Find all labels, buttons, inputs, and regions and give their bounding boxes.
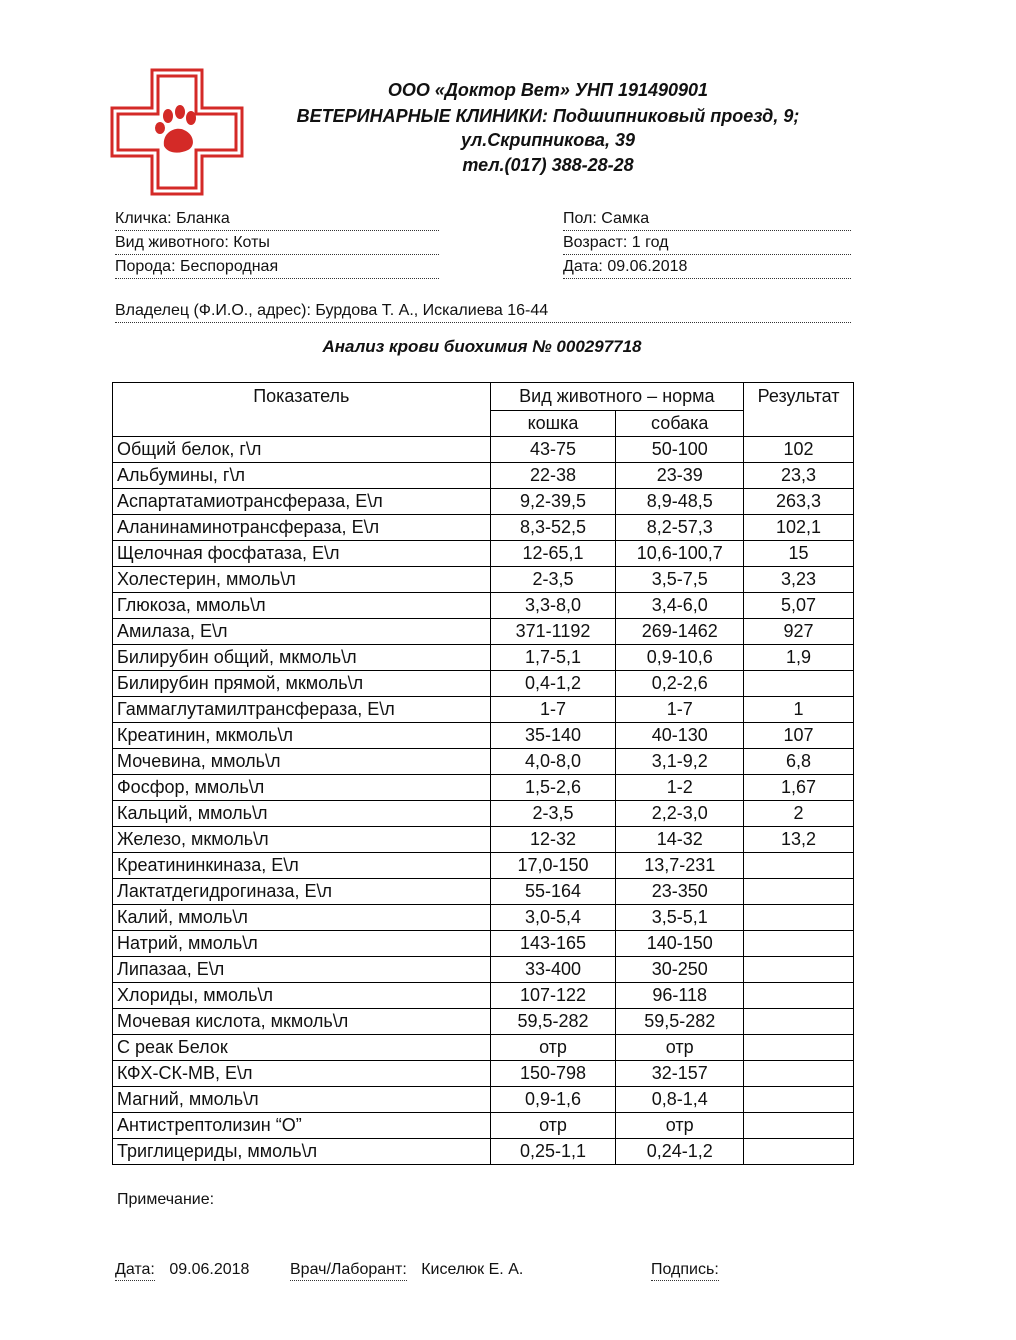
cat-norm-cell: 1,5-2,6 bbox=[490, 775, 616, 801]
indicator-cell: Билирубин прямой, мкмоль\л bbox=[113, 671, 491, 697]
breed-field: Порода: Беспородная bbox=[115, 257, 439, 279]
dog-norm-cell: 0,24-1,2 bbox=[616, 1139, 744, 1165]
result-cell: 5,07 bbox=[744, 593, 854, 619]
dog-norm-cell: 2,2-3,0 bbox=[616, 801, 744, 827]
footer-signature bbox=[651, 1261, 719, 1279]
doctor-label: Врач/Лаборант: bbox=[290, 1261, 407, 1281]
table-row bbox=[113, 567, 854, 593]
cat-norm-cell: 1-7 bbox=[490, 697, 616, 723]
cat-norm-cell: 0,9-1,6 bbox=[490, 1087, 616, 1113]
indicator-cell: Холестерин, ммоль\л bbox=[113, 567, 491, 593]
sex-field: Пол: Самка bbox=[563, 209, 851, 231]
cat-norm-cell: 2-3,5 bbox=[490, 567, 616, 593]
date-field: Дата: 09.06.2018 bbox=[563, 257, 851, 279]
table-row bbox=[113, 619, 854, 645]
cat-norm-cell: 150-798 bbox=[490, 1061, 616, 1087]
indicator-cell: Антистрептолизин “О” bbox=[113, 1113, 491, 1139]
pet-name-field: Кличка: Бланка bbox=[115, 209, 439, 231]
species-field: Вид животного: Коты bbox=[115, 233, 439, 255]
indicator-cell: Магний, ммоль\л bbox=[113, 1087, 491, 1113]
result-cell: 263,3 bbox=[744, 489, 854, 515]
table-row bbox=[113, 957, 854, 983]
table-row bbox=[113, 541, 854, 567]
indicator-cell: Билирубин общий, мкмоль\л bbox=[113, 645, 491, 671]
result-cell: 1,9 bbox=[744, 645, 854, 671]
table-row bbox=[113, 645, 854, 671]
cat-norm-cell: 12-32 bbox=[490, 827, 616, 853]
indicator-cell: Калий, ммоль\л bbox=[113, 905, 491, 931]
indicator-cell: Мочевая кислота, мкмоль\л bbox=[113, 1009, 491, 1035]
footer-date-label: Дата: bbox=[115, 1261, 155, 1281]
dog-norm-cell: 14-32 bbox=[616, 827, 744, 853]
result-cell bbox=[744, 983, 854, 1009]
result-cell bbox=[744, 1113, 854, 1139]
result-cell bbox=[744, 957, 854, 983]
indicator-cell: С реак Белок bbox=[113, 1035, 491, 1061]
table-row bbox=[113, 1009, 854, 1035]
dog-norm-cell: 50-100 bbox=[616, 437, 744, 463]
table-row bbox=[113, 723, 854, 749]
indicator-cell: Глюкоза, ммоль\л bbox=[113, 593, 491, 619]
indicator-cell: Аланинаминотрансфераза, Е\л bbox=[113, 515, 491, 541]
table-row bbox=[113, 775, 854, 801]
cat-norm-header: кошка bbox=[490, 411, 616, 437]
dog-norm-cell: 3,5-5,1 bbox=[616, 905, 744, 931]
cat-norm-cell: 55-164 bbox=[490, 879, 616, 905]
doctor-name: Киселюк Е. А. bbox=[421, 1261, 524, 1278]
indicator-cell: Натрий, ммоль\л bbox=[113, 931, 491, 957]
result-cell bbox=[744, 1009, 854, 1035]
cat-norm-cell: 43-75 bbox=[490, 437, 616, 463]
clinic-name: ООО «Доктор Вет» УНП 191490901 bbox=[387, 80, 709, 100]
indicator-cell: Амилаза, Е\л bbox=[113, 619, 491, 645]
result-cell bbox=[744, 879, 854, 905]
result-cell: 102 bbox=[744, 437, 854, 463]
owner-field: Владелец (Ф.И.О., адрес): Бурдова Т. А., Искалиева 16-44 bbox=[115, 301, 851, 323]
cat-norm-cell: 143-165 bbox=[490, 931, 616, 957]
dog-norm-cell: 96-118 bbox=[616, 983, 744, 1009]
clinic-address: ВЕТЕРИНАРНЫЕ КЛИНИКИ: Подшипниковый проезд, 9; bbox=[296, 106, 800, 126]
dog-norm-cell: 40-130 bbox=[616, 723, 744, 749]
dog-norm-cell: 8,2-57,3 bbox=[616, 515, 744, 541]
indicator-cell: КФХ-СК-МВ, Е\л bbox=[113, 1061, 491, 1087]
table-row bbox=[113, 593, 854, 619]
cat-norm-cell: 107-122 bbox=[490, 983, 616, 1009]
table-row bbox=[113, 853, 854, 879]
table-row bbox=[113, 879, 854, 905]
indicator-cell: Креатининкиназа, Е\л bbox=[113, 853, 491, 879]
dog-norm-cell: 30-250 bbox=[616, 957, 744, 983]
indicator-cell: Хлориды, ммоль\л bbox=[113, 983, 491, 1009]
cat-norm-cell: 33-400 bbox=[490, 957, 616, 983]
indicator-cell: Лактатдегидрогиназа, Е\л bbox=[113, 879, 491, 905]
cat-norm-cell: 9,2-39,5 bbox=[490, 489, 616, 515]
cat-norm-cell: отр bbox=[490, 1035, 616, 1061]
dog-norm-cell: 32-157 bbox=[616, 1061, 744, 1087]
indicator-cell: Кальций, ммоль\л bbox=[113, 801, 491, 827]
cat-norm-cell: 3,3-8,0 bbox=[490, 593, 616, 619]
result-cell: 23,3 bbox=[744, 463, 854, 489]
document-title: Анализ крови биохимия № 000297718 bbox=[322, 337, 642, 356]
table-row bbox=[113, 697, 854, 723]
result-cell: 3,23 bbox=[744, 567, 854, 593]
dog-norm-cell: 8,9-48,5 bbox=[616, 489, 744, 515]
cat-norm-cell: 8,3-52,5 bbox=[490, 515, 616, 541]
result-cell: 15 bbox=[744, 541, 854, 567]
table-row bbox=[113, 827, 854, 853]
cat-norm-cell: 59,5-282 bbox=[490, 1009, 616, 1035]
cat-norm-cell: 371-1192 bbox=[490, 619, 616, 645]
result-cell bbox=[744, 1035, 854, 1061]
cat-norm-cell: 17,0-150 bbox=[490, 853, 616, 879]
result-cell: 1,67 bbox=[744, 775, 854, 801]
table-row bbox=[113, 1035, 854, 1061]
note-label: Примечание: bbox=[117, 1191, 215, 1208]
indicator-cell: Триглицериды, ммоль\л bbox=[113, 1139, 491, 1165]
norm-header: Вид животного – норма bbox=[490, 383, 743, 411]
dog-norm-cell: 3,5-7,5 bbox=[616, 567, 744, 593]
table-row bbox=[113, 515, 854, 541]
cat-norm-cell: отр bbox=[490, 1113, 616, 1139]
result-cell bbox=[744, 671, 854, 697]
table-row bbox=[113, 1113, 854, 1139]
dog-norm-cell: 13,7-231 bbox=[616, 853, 744, 879]
result-header: Результат bbox=[744, 383, 854, 437]
indicator-cell: Железо, мкмоль\л bbox=[113, 827, 491, 853]
indicator-cell: Мочевина, ммоль\л bbox=[113, 749, 491, 775]
dog-norm-cell: 140-150 bbox=[616, 931, 744, 957]
footer-date bbox=[115, 1261, 249, 1279]
dog-norm-cell: 269-1462 bbox=[616, 619, 744, 645]
table-row bbox=[113, 437, 854, 463]
result-cell: 927 bbox=[744, 619, 854, 645]
indicator-cell: Аспартатамиотрансфераза, Е\л bbox=[113, 489, 491, 515]
dog-norm-cell: 3,4-6,0 bbox=[616, 593, 744, 619]
signature-label: Подпись: bbox=[651, 1261, 719, 1281]
table-row bbox=[113, 1061, 854, 1087]
dog-norm-cell: 1-2 bbox=[616, 775, 744, 801]
indicator-cell: Липазаа, Е\л bbox=[113, 957, 491, 983]
result-cell bbox=[744, 1061, 854, 1087]
result-cell: 107 bbox=[744, 723, 854, 749]
footer-doctor bbox=[290, 1261, 523, 1279]
table-row bbox=[113, 463, 854, 489]
table-row bbox=[113, 983, 854, 1009]
table-row bbox=[113, 1139, 854, 1165]
dog-norm-header: собака bbox=[616, 411, 744, 437]
result-cell: 102,1 bbox=[744, 515, 854, 541]
results-table bbox=[112, 382, 854, 1165]
dog-norm-cell: 0,9-10,6 bbox=[616, 645, 744, 671]
result-cell bbox=[744, 1087, 854, 1113]
table-row bbox=[113, 905, 854, 931]
indicator-header: Показатель bbox=[113, 383, 491, 437]
indicator-cell: Гаммаглутамилтрансфераза, Е\л bbox=[113, 697, 491, 723]
result-cell: 13,2 bbox=[744, 827, 854, 853]
footer-date-value: 09.06.2018 bbox=[169, 1261, 250, 1278]
result-cell bbox=[744, 905, 854, 931]
indicator-cell: Креатинин, мкмоль\л bbox=[113, 723, 491, 749]
dog-norm-cell: 10,6-100,7 bbox=[616, 541, 744, 567]
indicator-cell: Общий белок, г\л bbox=[113, 437, 491, 463]
cat-norm-cell: 3,0-5,4 bbox=[490, 905, 616, 931]
table-row bbox=[113, 931, 854, 957]
dog-norm-cell: отр bbox=[616, 1113, 744, 1139]
result-cell: 2 bbox=[744, 801, 854, 827]
cat-norm-cell: 0,4-1,2 bbox=[490, 671, 616, 697]
clinic-logo bbox=[110, 68, 244, 196]
indicator-cell: Фосфор, ммоль\л bbox=[113, 775, 491, 801]
table-row bbox=[113, 1087, 854, 1113]
cat-norm-cell: 0,25-1,1 bbox=[490, 1139, 616, 1165]
result-cell bbox=[744, 1139, 854, 1165]
dog-norm-cell: 59,5-282 bbox=[616, 1009, 744, 1035]
cat-norm-cell: 35-140 bbox=[490, 723, 616, 749]
dog-norm-cell: отр bbox=[616, 1035, 744, 1061]
dog-norm-cell: 3,1-9,2 bbox=[616, 749, 744, 775]
cat-norm-cell: 2-3,5 bbox=[490, 801, 616, 827]
result-cell: 6,8 bbox=[744, 749, 854, 775]
dog-norm-cell: 0,8-1,4 bbox=[616, 1087, 744, 1113]
dog-norm-cell: 23-350 bbox=[616, 879, 744, 905]
table-row bbox=[113, 671, 854, 697]
cat-norm-cell: 22-38 bbox=[490, 463, 616, 489]
result-cell bbox=[744, 931, 854, 957]
dog-norm-cell: 1-7 bbox=[616, 697, 744, 723]
cat-norm-cell: 12-65,1 bbox=[490, 541, 616, 567]
result-cell bbox=[744, 853, 854, 879]
clinic-address-2: ул.Скрипникова, 39 bbox=[461, 130, 635, 150]
dog-norm-cell: 23-39 bbox=[616, 463, 744, 489]
indicator-cell: Щелочная фосфатаза, Е\л bbox=[113, 541, 491, 567]
table-row bbox=[113, 489, 854, 515]
dog-norm-cell: 0,2-2,6 bbox=[616, 671, 744, 697]
clinic-phone: тел.(017) 388-28-28 bbox=[462, 155, 634, 175]
cat-norm-cell: 1,7-5,1 bbox=[490, 645, 616, 671]
age-field: Возраст: 1 год bbox=[563, 233, 851, 255]
cat-norm-cell: 4,0-8,0 bbox=[490, 749, 616, 775]
table-row bbox=[113, 749, 854, 775]
table-row bbox=[113, 801, 854, 827]
indicator-cell: Альбумины, г\л bbox=[113, 463, 491, 489]
result-cell: 1 bbox=[744, 697, 854, 723]
